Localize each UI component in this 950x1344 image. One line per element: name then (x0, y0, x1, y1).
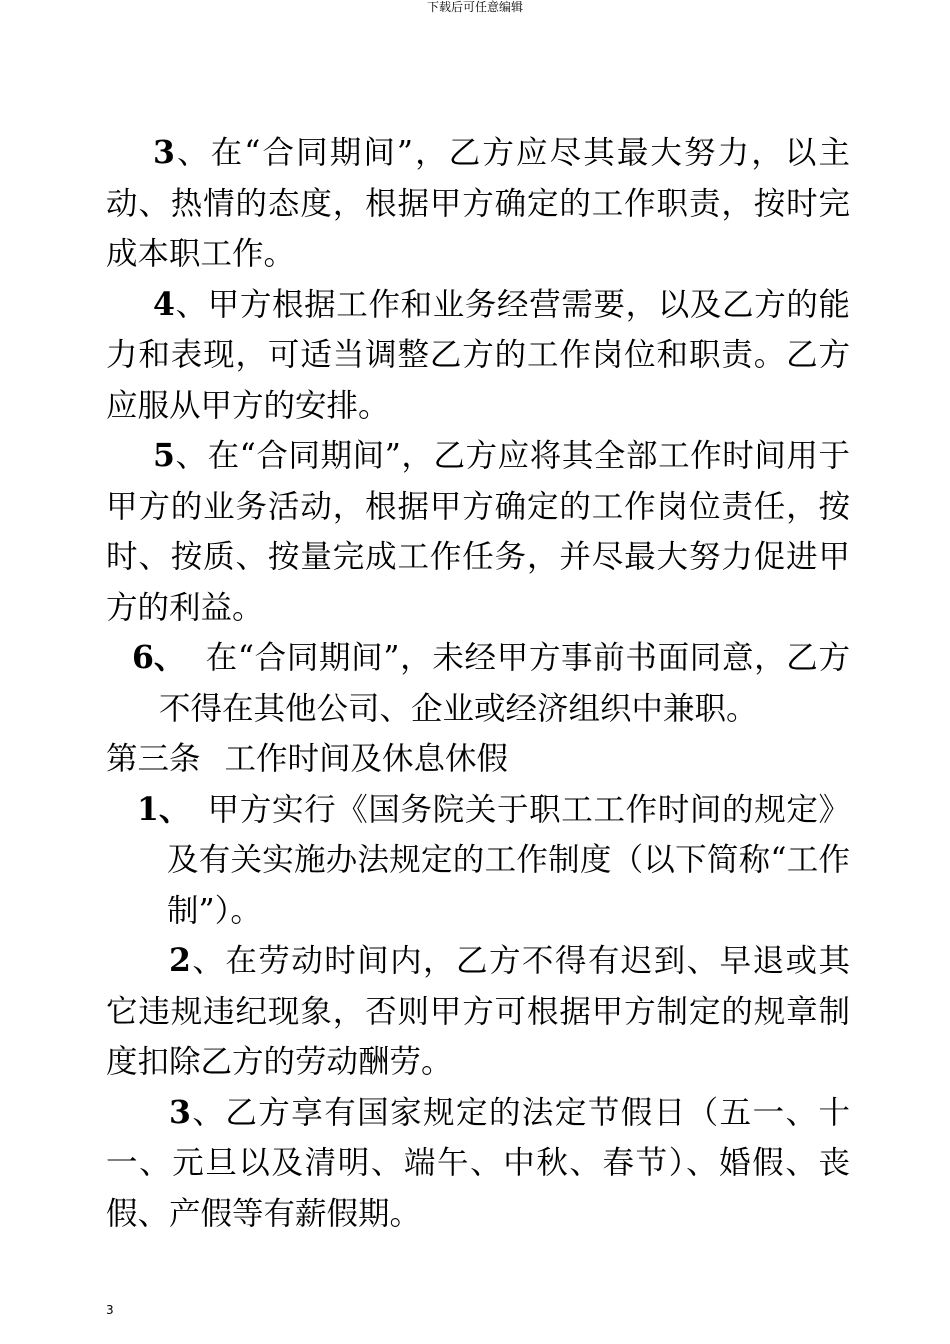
document-body (106, 128, 850, 1239)
item-number: 1、 (137, 790, 191, 828)
clause-number: 5 (153, 437, 175, 474)
clause-5 (106, 431, 850, 633)
item-number: 3 (169, 1093, 191, 1131)
article3-item-3 (106, 1088, 850, 1240)
clause-3 (106, 128, 850, 280)
page-number: 3 (106, 1303, 114, 1317)
clause-number: 6、 (132, 639, 186, 676)
article-subtitle: 工作时间及休息休假 (224, 741, 509, 777)
item-text: 、在劳动时间内，乙方不得有迟到、早退或其它违规违纪现象，否则甲方可根据甲方制定的规章制度扣除乙方的劳动酬劳。 (106, 943, 850, 1080)
article-heading (106, 734, 850, 785)
clause-number: 4 (153, 285, 175, 323)
clause-text: 在“合同期间”，未经甲方事前书面同意，乙方不得在其他公司、企业或经济组织中兼职。 (159, 640, 850, 727)
clause-6 (106, 633, 850, 734)
clause-4 (106, 280, 850, 432)
article3-item-2 (106, 936, 850, 1088)
clause-text: 、甲方根据工作和业务经营需要，以及乙方的能力和表现，可适当调整乙方的工作岗位和职责。乙方应服从甲方的安排。 (106, 286, 850, 424)
article3-item-1 (106, 785, 850, 937)
item-text: 甲方实行《国务院关于职工工作时间的规定》及有关实施办法规定的工作制度（以下简称“工作制”）。 (167, 791, 850, 929)
page-header: 下载后可任意编辑 (426, 0, 523, 14)
item-number: 2 (169, 942, 191, 979)
clause-text: 、在“合同期间”，乙方应尽其最大努力，以主动、热情的态度，根据甲方确定的工作职责，按时完成本职工作。 (106, 135, 850, 272)
clause-text: 、在“合同期间”，乙方应将其全部工作时间用于甲方的业务活动，根据甲方确定的工作岗位责任，按时、按质、按量完成工作任务，并尽最大努力促进甲方的利益。 (106, 438, 850, 626)
article-title: 第三条 (106, 741, 201, 777)
clause-number: 3 (153, 134, 175, 171)
item-text: 、乙方享有国家规定的法定节假日（五一、十一、元旦以及清明、端午、中秋、春节）、婚假、丧假、产假等有薪假期。 (106, 1094, 850, 1232)
